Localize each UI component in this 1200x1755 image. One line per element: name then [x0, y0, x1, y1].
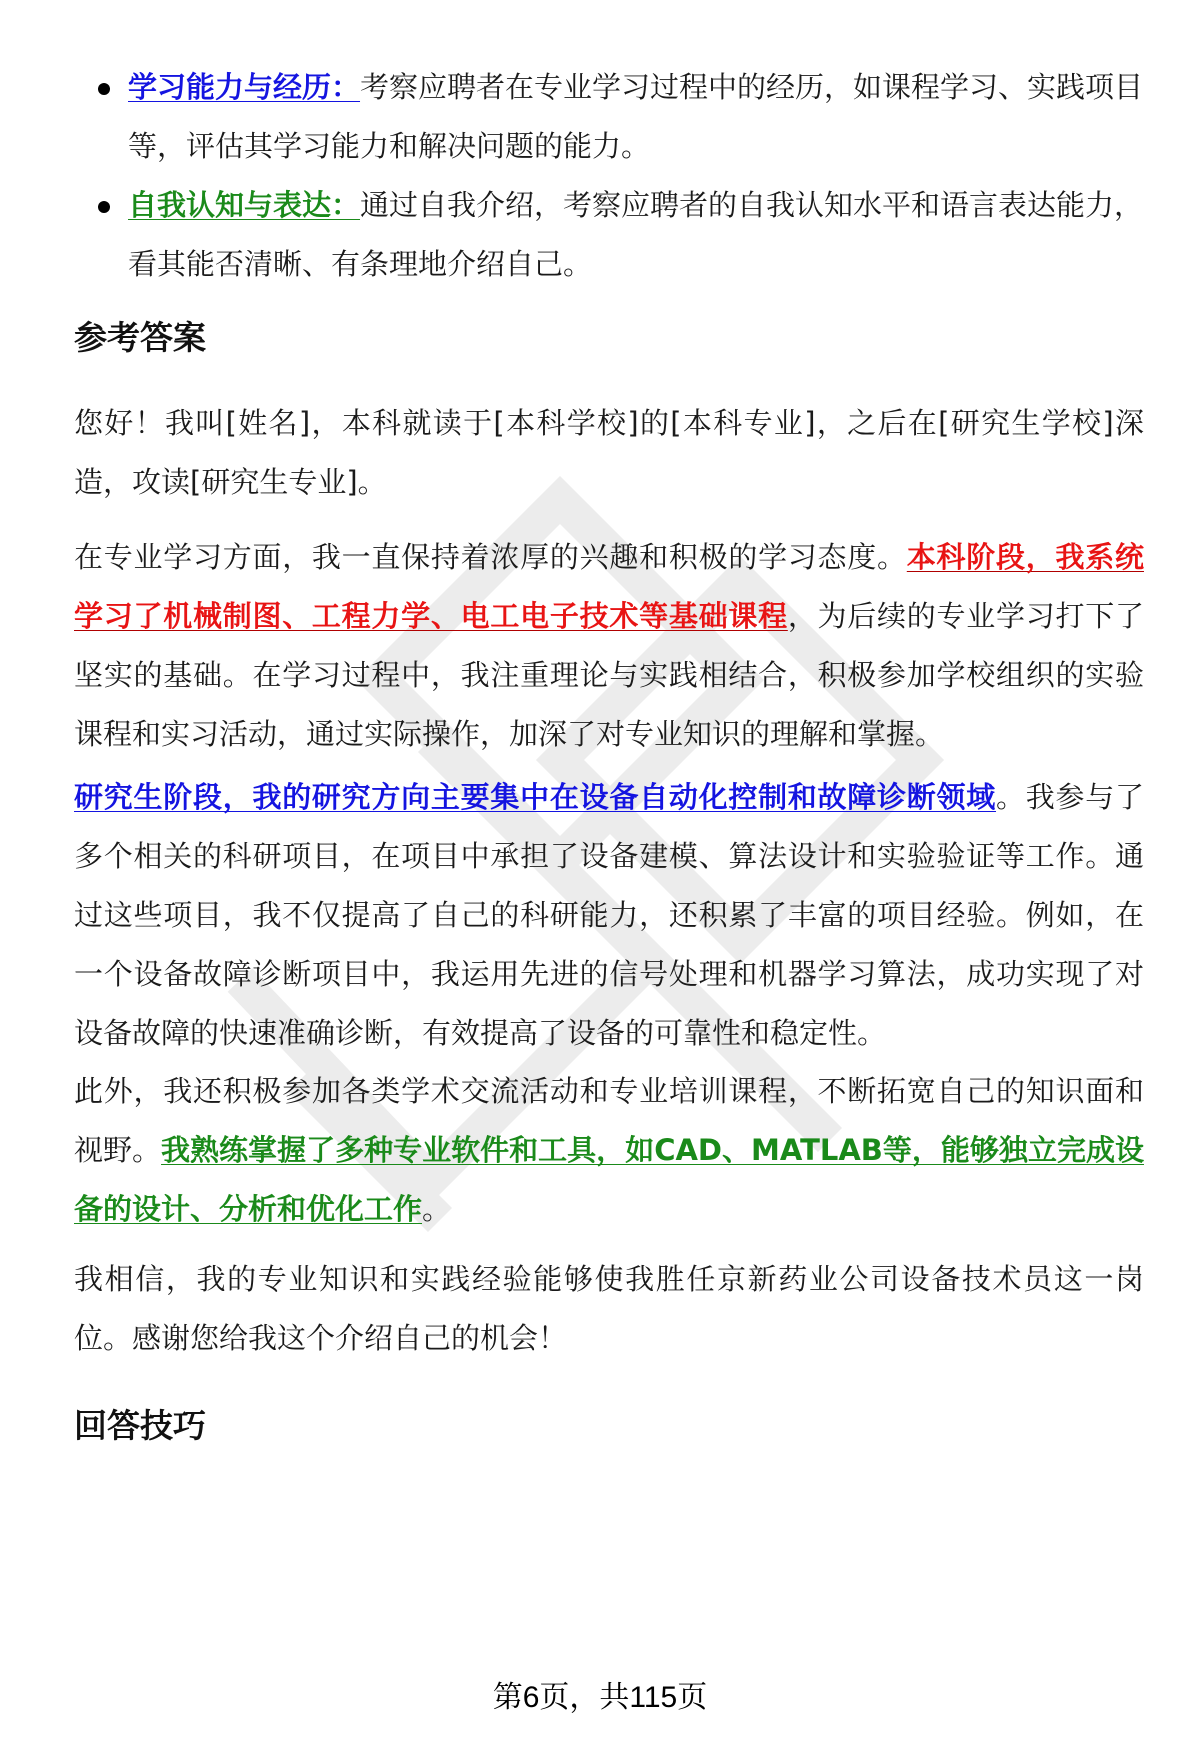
paragraph-text: 。	[422, 1192, 452, 1226]
section-title-answer: 参考答案	[74, 318, 206, 357]
section-title-tips: 回答技巧	[74, 1406, 206, 1445]
criteria-list	[74, 58, 1144, 294]
answer-paragraph-research	[74, 768, 1144, 1063]
answer-paragraph-closing: 我相信，我的专业知识和实践经验能够使我胜任京新药业公司设备技术员这一岗位。感谢您给我这个介绍自己的机会！	[74, 1262, 1144, 1355]
paragraph-text: 此外，我还积极参加各类学术交流活动和专业培训课程，不断拓宽自己的知识面和视野。	[74, 1074, 1144, 1167]
criteria-text: 考察应聘者在专业学习过程中的经历，如课程学习、实践项目等，评估其学习能力和解决问题的能力。	[128, 70, 1144, 163]
criteria-item-self-awareness	[74, 176, 1144, 294]
criteria-item-learning	[74, 58, 1144, 176]
criteria-text: 通过自我介绍，考察应聘者的自我认知水平和语言表达能力，看其能否清晰、有条理地介绍自己。	[128, 188, 1144, 281]
answer-paragraph-study	[74, 528, 1144, 764]
criteria-label: 学习能力与经历：	[128, 70, 361, 104]
paragraph-text: 。我参与了多个相关的科研项目，在项目中承担了设备建模、算法设计和实验验证等工作。通过这些项目，我不仅提高了自己的科研能力，还积累了丰富的项目经验。例如，在一个设备故障诊断项目中，我运用先进的信号处理和机器学习算法，成功实现了对设备故障的快速准确诊断，有效提高了设备的可靠性和稳定性。	[74, 780, 1144, 1050]
highlight-software: 我熟练掌握了多种专业软件和工具，如CAD、MATLAB等，能够独立完成设备的设计、分析和优化工作	[74, 1133, 1144, 1226]
answer-paragraph-intro: 您好！我叫[姓名]，本科就读于[本科学校]的[本科专业]，之后在[研究生学校]深造，攻读[研究生专业]。	[74, 406, 1144, 499]
bullet-icon	[98, 83, 110, 95]
page-indicator: 第6页，共115页	[492, 1681, 708, 1714]
bullet-icon	[98, 201, 110, 213]
paragraph-text: 在专业学习方面，我一直保持着浓厚的兴趣和积极的学习态度。	[74, 540, 907, 574]
highlight-graduate: 研究生阶段，我的研究方向主要集中在设备自动化控制和故障诊断领域	[74, 780, 997, 814]
answer-paragraph-skills	[74, 1062, 1144, 1239]
highlight-undergrad: 本科阶段，我系统学习了机械制图、工程力学、电工电子技术等基础课程	[74, 540, 1144, 633]
criteria-label: 自我认知与表达：	[128, 188, 361, 222]
paragraph-text: ，为后续的专业学习打下了坚实的基础。在学习过程中，我注重理论与实践相结合，积极参加学校组织的实验课程和实习活动，通过实际操作，加深了对专业知识的理解和掌握。	[74, 599, 1144, 751]
